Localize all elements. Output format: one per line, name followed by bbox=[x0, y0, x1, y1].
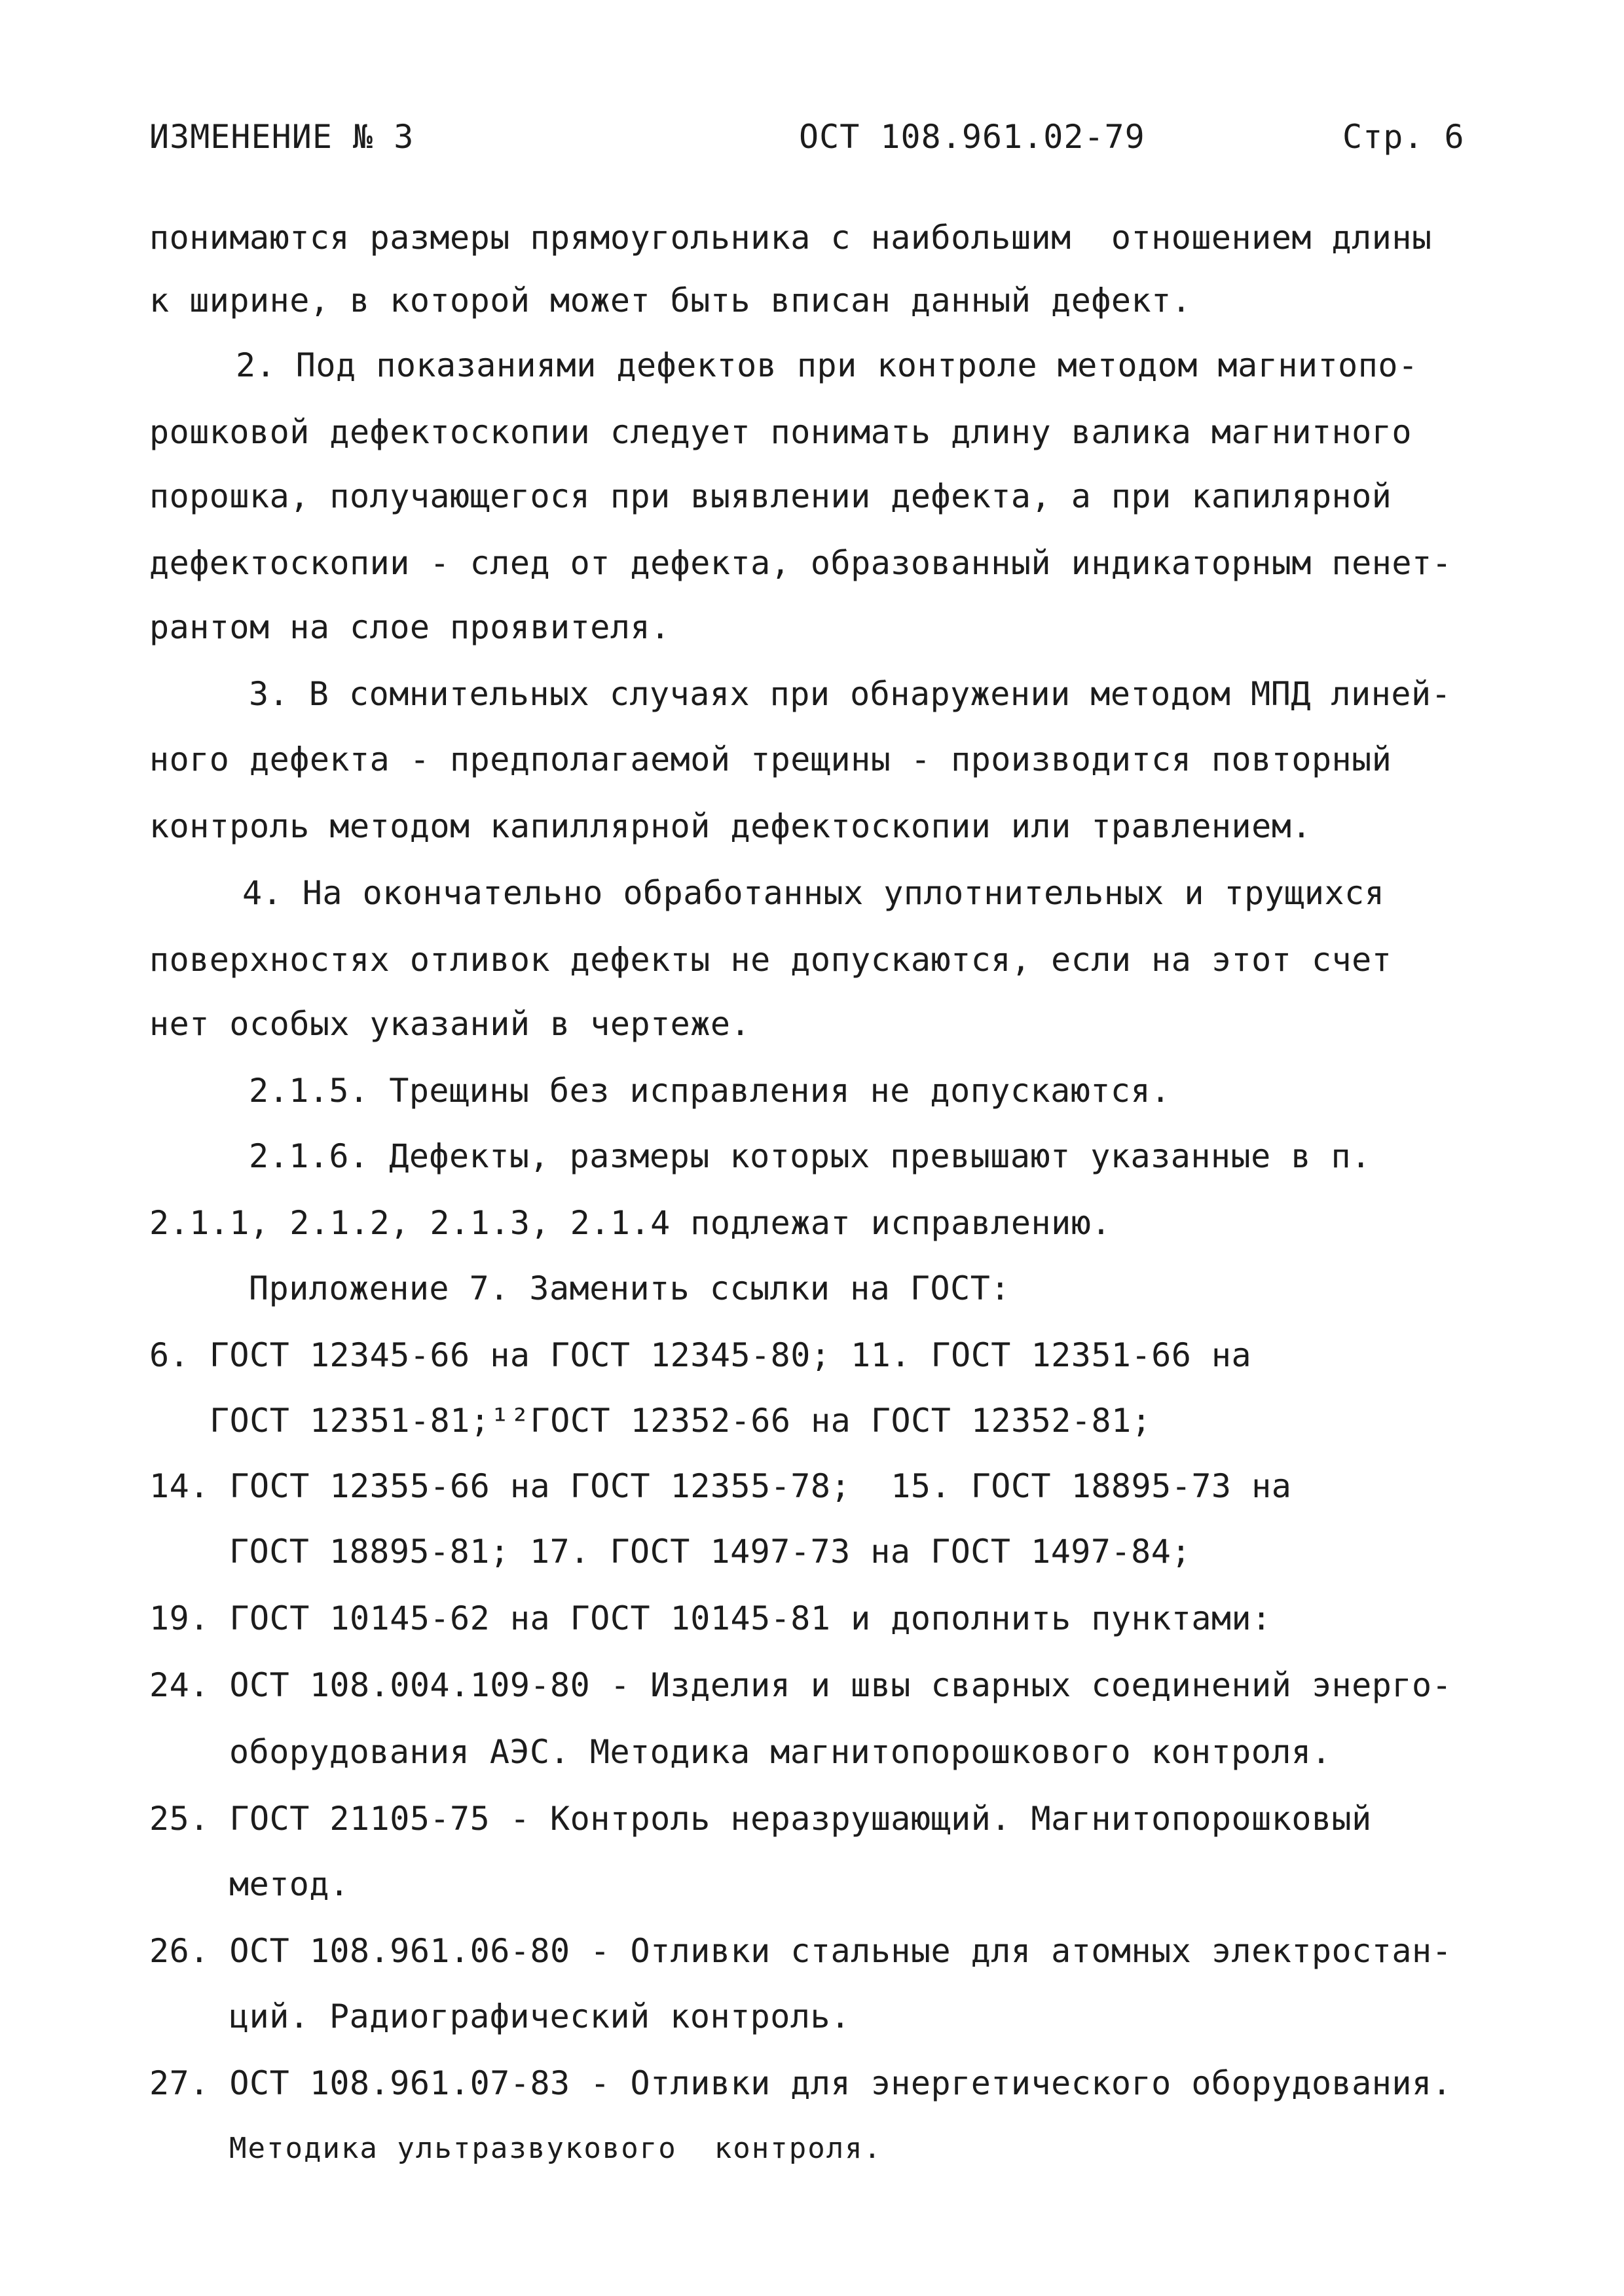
text-line: Приложение 7. Заменить ссылки на ГОСТ: bbox=[249, 1269, 1010, 1307]
text-line: 24. ОСТ 108.004.109-80 - Изделия и швы сварных соединений энерго- bbox=[149, 1666, 1452, 1704]
text-line: 4. На окончательно обработанных уплотнительных и трущихся bbox=[242, 874, 1385, 912]
text-line: 19. ГОСТ 10145-62 на ГОСТ 10145-81 и дополнить пунктами: bbox=[149, 1599, 1272, 1637]
change-number: ИЗМЕНЕНИЕ № 3 bbox=[149, 118, 415, 156]
text-line: 3. В сомнительных случаях при обнаружении методом МПД линей- bbox=[249, 675, 1452, 713]
text-line: порошка, получающегося при выявлении дефекта, а при капилярной bbox=[149, 477, 1392, 515]
text-line: 27. ОСТ 108.961.07-83 - Отливки для энергетического оборудования. bbox=[149, 2064, 1452, 2102]
text-line: 14. ГОСТ 12355-66 на ГОСТ 12355-78; 15. ГОСТ 18895-73 на bbox=[149, 1467, 1292, 1505]
text-line: 2.1.5. Трещины без исправления не допускаются. bbox=[249, 1072, 1171, 1110]
text-line: к ширине, в которой может быть вписан данный дефект. bbox=[149, 282, 1192, 319]
text-line: ГОСТ 18895-81; 17. ГОСТ 1497-73 на ГОСТ 1497-84; bbox=[229, 1533, 1191, 1571]
text-line: рошковой дефектоскопии следует понимать длину валика магнитного bbox=[149, 413, 1412, 451]
text-line: понимаются размеры прямоугольника с наибольшим отношением длины bbox=[149, 219, 1432, 257]
text-line: 26. ОСТ 108.961.06-80 - Отливки стальные для атомных электростан- bbox=[149, 1932, 1452, 1970]
text-line: 6. ГОСТ 12345-66 на ГОСТ 12345-80; 11. ГОСТ 12351-66 на bbox=[149, 1336, 1252, 1374]
text-line: ного дефекта - предполагаемой трещины - производится повторный bbox=[149, 740, 1392, 778]
text-line: поверхностях отливок дефекты не допускаются, если на этот счет bbox=[149, 941, 1392, 979]
page-number: Стр. 6 bbox=[1342, 118, 1465, 156]
text-line: оборудования АЭС. Методика магнитопорошкового контроля. bbox=[229, 1733, 1332, 1771]
text-line: 2. Под показаниями дефектов при контроле методом магнитопо- bbox=[236, 346, 1418, 384]
standard-code: ОСТ 108.961.02-79 bbox=[799, 118, 1145, 156]
text-line: ГОСТ 12351-81;¹²ГОСТ 12352-66 на ГОСТ 12352-81; bbox=[210, 1402, 1152, 1440]
text-line: контроль методом капиллярной дефектоскопии или травлением. bbox=[149, 807, 1312, 845]
text-line: 2.1.1, 2.1.2, 2.1.3, 2.1.4 подлежат исправлению. bbox=[149, 1204, 1111, 1242]
text-line: 25. ГОСТ 21105-75 - Контроль неразрушающий. Магнитопорошковый bbox=[149, 1800, 1372, 1838]
text-line: Методика ультразвукового контроля. bbox=[229, 2132, 883, 2165]
text-line: дефектоскопии - след от дефекта, образованный индикаторным пенет- bbox=[149, 544, 1452, 582]
text-line: рантом на слое проявителя. bbox=[149, 608, 671, 646]
text-line: метод. bbox=[229, 1865, 350, 1903]
text-line: нет особых указаний в чертеже. bbox=[149, 1005, 751, 1043]
text-line: ций. Радиографический контроль. bbox=[229, 1997, 851, 2035]
text-line: 2.1.6. Дефекты, размеры которых превышают указанные в п. bbox=[249, 1137, 1371, 1175]
